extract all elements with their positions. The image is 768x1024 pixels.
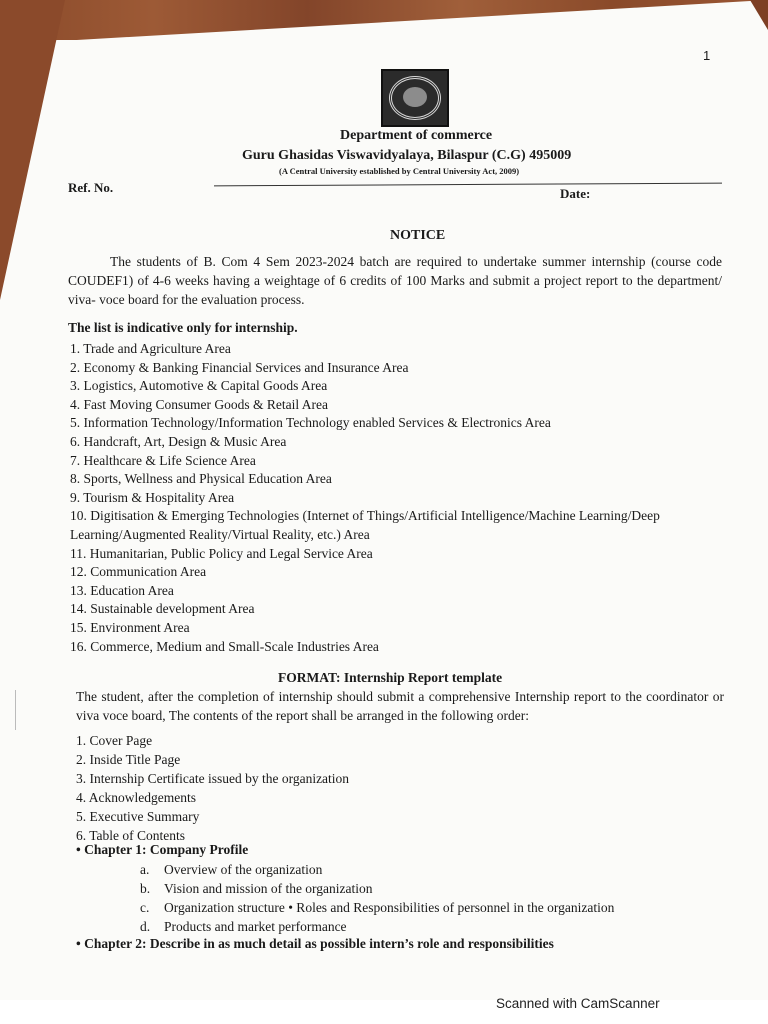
areas-heading: The list is indicative only for internship. xyxy=(68,320,298,335)
area-item: 14. Sustainable development Area xyxy=(70,601,255,617)
chapter1-item-text: Products and market performance xyxy=(164,919,347,934)
area-item: 6. Handcraft, Art, Design & Music Area xyxy=(70,433,287,449)
area-item: 10. Digitisation & Emerging Technologies (Internet of Things/Artificial Intelligence/Machine Learning/Deep Learning/Augmented Reality/Virtual Reality, etc.) Area xyxy=(70,508,660,542)
date-label: Date: xyxy=(560,186,591,201)
format-item: 3. Internship Certificate issued by the organization xyxy=(76,771,350,786)
format-item: 5. Executive Summary xyxy=(76,809,200,824)
format-item: 4. Acknowledgements xyxy=(76,790,196,805)
document-page xyxy=(14,0,754,1000)
format-item: 6. Table of Contents xyxy=(76,828,186,843)
chapter1-heading: • Chapter 1: Company Profile xyxy=(76,842,249,857)
chapter1-item xyxy=(140,860,614,879)
chapter1-item xyxy=(140,917,614,936)
university-logo xyxy=(381,69,449,127)
university-name: Guru Ghasidas Viswavidyalaya, Bilaspur (C.G) 495009 xyxy=(242,148,572,163)
chapter1-item-letter: b. xyxy=(140,881,151,896)
chapter2-heading: • Chapter 2: Describe in as much detail as possible intern’s role and responsibilities xyxy=(76,936,554,951)
format-intro: The student, after the completion of internship should submit a comprehensive Internship report to the coordinator or viva voce board, The contents of the report shall be arranged in the following order: xyxy=(76,689,724,723)
area-item: 12. Communication Area xyxy=(70,564,207,580)
format-heading: FORMAT: Internship Report template xyxy=(278,670,503,685)
area-item: 2. Economy & Banking Financial Services and Insurance Area xyxy=(70,359,409,375)
university-subtitle: (A Central University established by Central University Act, 2009) xyxy=(279,166,520,176)
areas-list xyxy=(70,340,730,656)
area-item: 4. Fast Moving Consumer Goods & Retail Area xyxy=(70,396,328,412)
notice-paragraph: The students of B. Com 4 Sem 2023-2024 batch are required to undertake summer internship (course code COUDEF1) of 4-6 weeks having a weightage of 6 credits of 100 Marks and submit a project report to the department/ viva- voce board for the evaluation process. xyxy=(68,254,722,307)
chapter1-item-text: Organization structure • Roles and Responsibilities of personnel in the organization xyxy=(164,900,615,915)
area-item: 9. Tourism & Hospitality Area xyxy=(70,489,235,505)
chapter1-item xyxy=(140,879,614,898)
area-item: 16. Commerce, Medium and Small-Scale Industries Area xyxy=(70,638,379,654)
page-number: 1 xyxy=(703,48,711,63)
header-divider xyxy=(214,183,722,187)
format-list xyxy=(76,731,349,845)
area-item: 13. Education Area xyxy=(70,582,174,598)
area-item: 7. Healthcare & Life Science Area xyxy=(70,452,256,468)
chapter1-item-text: Overview of the organization xyxy=(164,862,323,877)
logo-emblem xyxy=(403,87,427,107)
area-item: 3. Logistics, Automotive & Capital Goods Area xyxy=(70,378,328,394)
chapter1-list xyxy=(140,860,614,936)
format-item: 1. Cover Page xyxy=(76,733,153,748)
chapter1-item-letter: a. xyxy=(140,862,150,877)
format-item: 2. Inside Title Page xyxy=(76,752,181,767)
chapter1-item-text: Vision and mission of the organization xyxy=(164,881,373,896)
department-title: Department of commerce xyxy=(340,128,493,143)
chapter1-item-letter: d. xyxy=(140,919,151,934)
area-item: 1. Trade and Agriculture Area xyxy=(70,341,231,356)
scanner-watermark: Scanned with CamScanner xyxy=(496,996,660,1011)
area-item: 15. Environment Area xyxy=(70,619,190,635)
area-item: 11. Humanitarian, Public Policy and Legal Service Area xyxy=(70,545,373,561)
area-item: 8. Sports, Wellness and Physical Education Area xyxy=(70,471,332,487)
notice-title: NOTICE xyxy=(390,228,446,243)
margin-mark xyxy=(15,690,16,730)
chapter1-item xyxy=(140,898,614,917)
ref-label: Ref. No. xyxy=(68,180,114,195)
chapter1-item-letter: c. xyxy=(140,900,150,915)
area-item: 5. Information Technology/Information Technology enabled Services & Electronics Area xyxy=(70,415,551,431)
